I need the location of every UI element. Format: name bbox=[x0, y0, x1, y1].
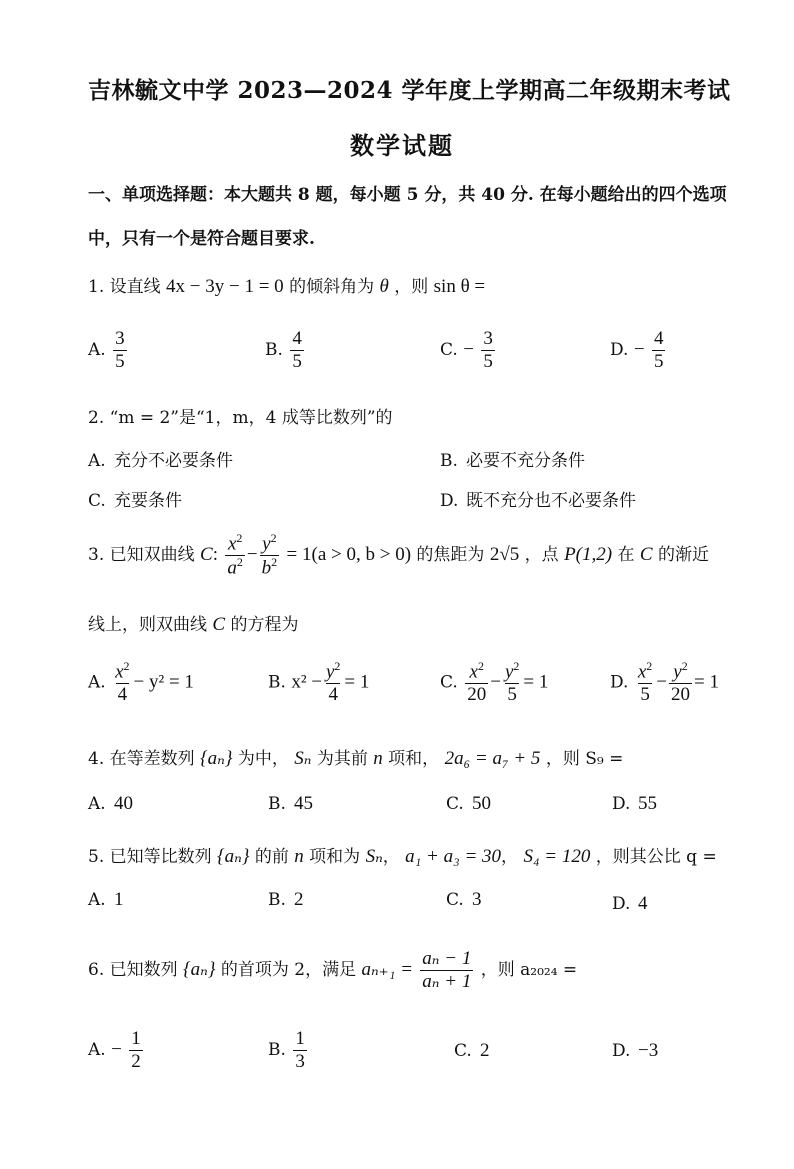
q5-option-a[interactable] bbox=[88, 889, 124, 911]
option-fraction bbox=[113, 328, 127, 373]
q1-text-suffix: ，则 bbox=[394, 277, 429, 297]
option-fraction-2: $\frac{y^2}{5}$ bbox=[504, 659, 520, 706]
q4-text-end: ，则 S₉ = bbox=[545, 749, 624, 769]
q6-option-d[interactable] bbox=[612, 1040, 658, 1062]
option-text: 55 bbox=[638, 793, 657, 814]
fraction-denominator: 2 bbox=[131, 1050, 141, 1072]
option-sign: − bbox=[633, 338, 645, 360]
option-text: 充要条件 bbox=[114, 491, 182, 511]
q3-line2-end: 的方程为 bbox=[230, 615, 299, 635]
q3-text: 3. 已知双曲线 bbox=[88, 545, 195, 566]
fraction-numerator: 4 bbox=[292, 328, 302, 349]
option-label: D. bbox=[610, 672, 629, 693]
option-sign: − bbox=[111, 1038, 122, 1060]
q3-text-end: 的渐近 bbox=[658, 545, 709, 566]
q3-curve-ref: C bbox=[639, 544, 653, 566]
option-label: C. bbox=[446, 794, 464, 814]
q3-point: P(1,2) bbox=[564, 544, 613, 566]
q6-text-end: ，则 a₂₀₂₄ = bbox=[480, 959, 578, 980]
q3-focal-length: 2√5 bbox=[489, 544, 520, 566]
q2-option-a[interactable] bbox=[88, 446, 233, 471]
q3-condition: = 1(a > 0, b > 0) bbox=[286, 544, 412, 566]
q4-sequence: {aₙ} bbox=[200, 748, 233, 769]
option-fraction bbox=[481, 328, 495, 373]
option-label: A. bbox=[88, 672, 106, 693]
option-text: 50 bbox=[472, 793, 491, 814]
q3-text-mid2: ，点 bbox=[524, 545, 559, 566]
q6-option-c[interactable] bbox=[454, 1040, 490, 1062]
option-label: B. bbox=[265, 339, 283, 360]
exam-subtitle: 数学试题 bbox=[350, 131, 454, 160]
option-label: C. bbox=[440, 672, 458, 693]
option-label: C. bbox=[446, 890, 464, 910]
option-fraction bbox=[129, 1028, 143, 1073]
option-text: 1 bbox=[114, 889, 124, 910]
q1-theta: θ bbox=[379, 276, 389, 297]
option-label: D. bbox=[610, 339, 629, 360]
q1-option-b[interactable] bbox=[265, 328, 306, 373]
q2-option-d[interactable] bbox=[440, 486, 636, 511]
fraction-numerator: 3 bbox=[115, 328, 125, 349]
q3-fraction-x: $\frac{x^2}{a^2}$ bbox=[227, 531, 243, 579]
option-text: 充分不必要条件 bbox=[114, 451, 233, 471]
q3-text-mid: 的焦距为 bbox=[416, 545, 485, 566]
fraction-denominator: 5 bbox=[507, 684, 517, 706]
q5-sn: Sₙ bbox=[365, 846, 383, 867]
option-fraction bbox=[293, 1028, 307, 1073]
option-label: B. bbox=[440, 451, 458, 471]
option-label: A. bbox=[88, 451, 106, 471]
q5-text-mid4: ， bbox=[501, 847, 519, 867]
option-label: C. bbox=[454, 1041, 472, 1061]
fraction-denominator: 5 bbox=[115, 350, 125, 372]
option-label: D. bbox=[612, 894, 631, 914]
q6-option-a[interactable] bbox=[88, 1028, 145, 1073]
q5-option-c[interactable] bbox=[446, 889, 482, 911]
q3-curve-name: C bbox=[200, 544, 213, 566]
q4-relation: 2a₆ = a₇ + 5 bbox=[444, 748, 541, 769]
option-fraction bbox=[290, 328, 304, 373]
option-rest: − y² = 1 bbox=[133, 671, 194, 693]
fraction-denominator: 3 bbox=[295, 1050, 305, 1072]
option-text: 45 bbox=[294, 793, 313, 814]
q4-n: n bbox=[373, 748, 383, 769]
option-fraction-1: $\frac{x^2}{5}$ bbox=[637, 659, 653, 706]
q3-option-d[interactable]: D. $\frac{x^2}{5}$ − $\frac{y^2}{20}$ = 1 bbox=[610, 659, 719, 706]
option-label: C. bbox=[440, 339, 458, 360]
option-text: 既不充分也不必要条件 bbox=[466, 491, 636, 511]
q5-text: 5. 已知等比数列 bbox=[88, 847, 212, 867]
q2-option-c[interactable] bbox=[88, 486, 182, 511]
option-fraction: $\frac{y^2}{4}$ bbox=[325, 659, 341, 706]
q4-text-mid2: 为其前 bbox=[316, 749, 374, 769]
q3-fraction-y: $\frac{y^2}{b^2}$ bbox=[261, 531, 278, 579]
q5-text-end: ，则其公比 q = bbox=[595, 847, 717, 867]
option-text: −3 bbox=[638, 1040, 659, 1061]
option-rest: = 1 bbox=[523, 671, 549, 693]
fraction-denominator: 5 bbox=[483, 350, 493, 372]
q4-text: 4. 在等差数列 bbox=[88, 749, 195, 769]
q4-text-mid3: 项和， bbox=[382, 749, 440, 769]
q5-text-mid: 的前 bbox=[254, 847, 295, 867]
q6-lhs: aₙ₊₁ = bbox=[361, 958, 413, 980]
q4-option-d[interactable] bbox=[612, 793, 657, 815]
option-fraction: $\frac{x^2}{4}$ bbox=[115, 659, 130, 706]
option-label: A. bbox=[88, 794, 106, 814]
q3-option-a[interactable] bbox=[88, 660, 194, 706]
q6-text-mid: 的首项为 2，满足 bbox=[220, 959, 357, 980]
option-label: D. bbox=[612, 1041, 631, 1061]
q6-recurrence-fraction bbox=[420, 948, 473, 993]
option-fraction-1: $\frac{x^2}{20}$ bbox=[467, 659, 487, 706]
q5-text-mid3: ， bbox=[382, 847, 400, 867]
q4-option-a[interactable] bbox=[88, 793, 133, 815]
q1-text-mid: 的倾斜角为 bbox=[289, 277, 375, 297]
option-label: A. bbox=[88, 890, 106, 910]
option-text: 2 bbox=[294, 889, 304, 910]
section-intro-line-2: 中，只有一个是符合题目要求. bbox=[88, 229, 315, 249]
q5-option-d[interactable] bbox=[612, 893, 648, 915]
q5-sequence: {aₙ} bbox=[217, 846, 250, 867]
q5-option-b[interactable] bbox=[268, 889, 304, 911]
option-text: 3 bbox=[472, 889, 482, 910]
q3-text-mid3: 在 bbox=[617, 545, 635, 566]
option-rest: = 1 bbox=[694, 671, 719, 693]
option-label: D. bbox=[612, 794, 631, 814]
fraction-numerator: 3 bbox=[483, 328, 493, 349]
q3-option-c[interactable]: C. $\frac{x^2}{20}$ − $\frac{y^2}{5}$ = 1 bbox=[440, 659, 549, 706]
question-1-stem bbox=[88, 272, 485, 298]
option-label: B. bbox=[268, 672, 286, 693]
fraction-denominator: 4 bbox=[117, 684, 128, 706]
question-4-stem bbox=[88, 744, 623, 770]
q1-option-c[interactable] bbox=[440, 328, 497, 373]
question-6-stem bbox=[88, 948, 577, 993]
q5-n: n bbox=[294, 846, 304, 867]
q4-option-b[interactable] bbox=[268, 793, 313, 815]
q1-line-equation: 4x − 3y − 1 = 0 bbox=[166, 276, 284, 297]
option-sign: − bbox=[463, 338, 474, 360]
exam-title: 吉林毓文中学 2023—2024 学年度上学期高二年级期末考试 bbox=[88, 77, 731, 104]
q4-text-mid: 为中， bbox=[237, 749, 289, 769]
q6-sequence: {aₙ} bbox=[183, 958, 216, 980]
q4-option-c[interactable] bbox=[446, 793, 491, 815]
q1-option-a[interactable] bbox=[88, 328, 129, 373]
fraction-numerator: 1 bbox=[131, 1028, 141, 1049]
q1-sin-theta: sin θ = bbox=[433, 276, 486, 297]
option-text: 40 bbox=[114, 793, 133, 814]
question-3-stem-line-2 bbox=[88, 610, 299, 636]
q3-colon: : bbox=[212, 544, 218, 566]
option-text: 4 bbox=[638, 893, 648, 914]
fraction-denominator: 4 bbox=[328, 684, 338, 706]
fraction-denominator: aₙ + 1 bbox=[422, 970, 472, 992]
fraction-numerator: aₙ − 1 bbox=[422, 948, 472, 969]
option-fraction-2: $\frac{y^2}{20}$ bbox=[671, 659, 690, 706]
fraction-denominator: 20 bbox=[467, 684, 487, 706]
fraction-denominator: 5 bbox=[640, 684, 650, 706]
q3-curve-ref-2: C bbox=[212, 614, 226, 635]
option-fraction bbox=[652, 328, 666, 373]
q2-option-b[interactable] bbox=[440, 446, 585, 471]
q6-option-b[interactable] bbox=[268, 1028, 309, 1073]
q5-relation-1: a₁ + a₃ = 30 bbox=[405, 846, 502, 867]
option-label: B. bbox=[268, 794, 286, 814]
fraction-denominator: 5 bbox=[292, 350, 302, 372]
option-label: A. bbox=[88, 339, 106, 360]
fraction-numerator: 1 bbox=[295, 1028, 305, 1049]
question-5-stem bbox=[88, 842, 717, 868]
fraction-numerator: 4 bbox=[653, 328, 664, 349]
option-label: D. bbox=[440, 491, 459, 511]
option-label: B. bbox=[268, 1039, 286, 1060]
fraction-denominator: 20 bbox=[671, 684, 690, 706]
q5-text-mid2: 项和为 bbox=[303, 847, 366, 867]
question-3-stem: 3. 已知双曲线 C: $\frac{x^2}{a^2}$ − $\frac{y^2}{b^2}$ = 1(a > 0, b > 0) 的焦距为 2√5 ，点 P(1,2) 在 C 的渐近 bbox=[88, 531, 709, 579]
option-text: 必要不充分条件 bbox=[466, 451, 585, 471]
fraction-denominator: 5 bbox=[653, 350, 664, 372]
option-rest: = 1 bbox=[344, 671, 370, 693]
option-label: B. bbox=[268, 890, 286, 910]
q1-text: 1. 设直线 bbox=[88, 277, 161, 297]
option-label: A. bbox=[88, 1039, 106, 1060]
q3-line2-text: 线上，则双曲线 bbox=[88, 615, 207, 635]
section-intro-line-1: 一、单项选择题：本大题共 8 题，每小题 5 分，共 40 分. 在每小题给出的四个选项 bbox=[88, 185, 727, 205]
option-lead: x² − bbox=[291, 671, 322, 693]
q5-relation-2: S₄ = 120 bbox=[523, 846, 591, 867]
q6-text: 6. 已知数列 bbox=[88, 959, 178, 980]
option-text: 2 bbox=[480, 1040, 490, 1061]
q4-sn: Sₙ bbox=[294, 748, 312, 769]
question-2-stem: 2. “m = 2”是“1，m，4 成等比数列”的 bbox=[88, 408, 393, 428]
q3-option-b[interactable] bbox=[268, 660, 369, 706]
option-label: C. bbox=[88, 491, 106, 511]
q1-option-d[interactable] bbox=[610, 328, 667, 373]
